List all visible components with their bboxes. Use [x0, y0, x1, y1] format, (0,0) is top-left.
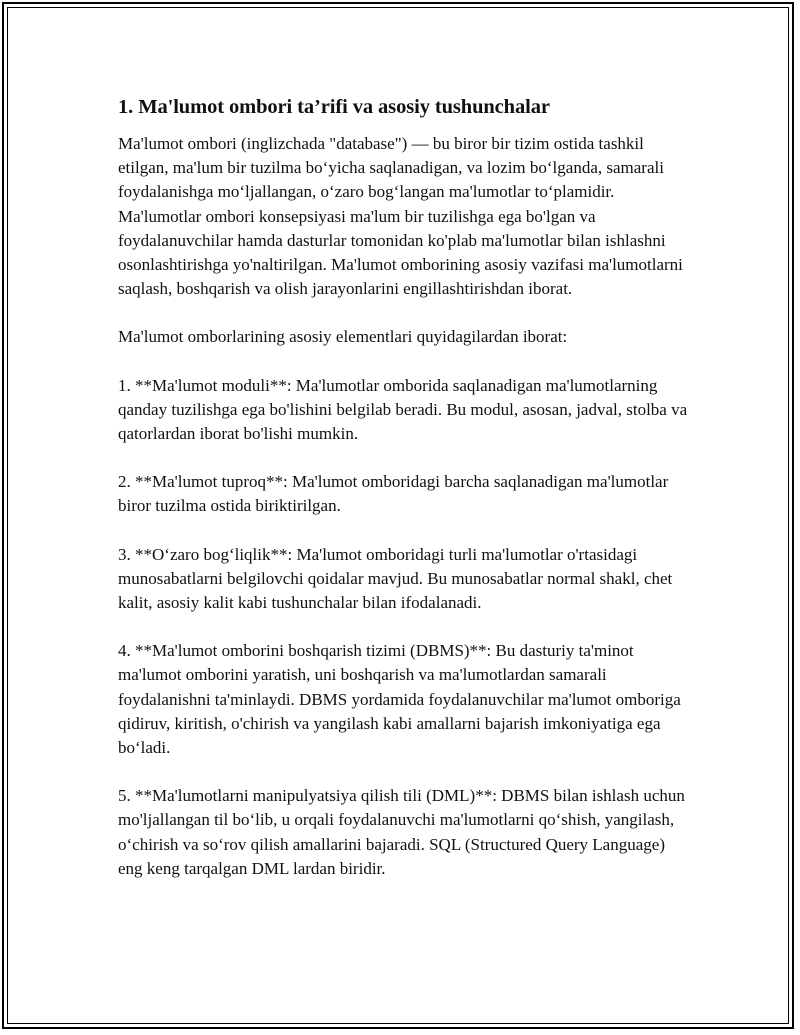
list-item-dbms: 4. **Ma'lumot omborini boshqarish tizimi (DBMS)**: Bu dasturiy ta'minot ma'lumot omborini yaratish, uni boshqarish va ma'lumotlardan samarali foydalanishni ta'minlaydi. DBMS yordamida foydalanuvchilar ma'lumot omboriga qidiruv, kiritish, o'chirish va yangilash kabi amallarni bajarish imkoniyatiga ega bo‘ladi. [118, 641, 681, 758]
paragraph-elements-intro: Ma'lumot omborlarining asosiy elementlari quyidagilardan iborat: [118, 327, 568, 347]
list-item-dml: 5. **Ma'lumotlarni manipulyatsiya qilish tili (DML)**: DBMS bilan ishlash uchun mo'ljallangan til bo‘lib, u orqali foydalanuvchi ma'lumotlarni qo‘shish, yangilash, o‘chirish va so‘rov qilish amallarini bajaradi. SQL (Structured Query Language) eng keng tarqalgan DML lardan biridir. [118, 786, 685, 878]
list-item-data-storage: 2. **Ma'lumot tuproq**: Ma'lumot omboridagi barcha saqlanadigan ma'lumotlar biror tuzilma ostida biriktirilgan. [118, 472, 669, 516]
paragraph-definition: Ma'lumot ombori (inglizchada "database") — bu biror bir tizim ostida tashkil etilgan, ma'lum bir tuzilma bo‘yicha saqlanadigan, va lozim bo‘lganda, samarali foydalanishga mo‘ljallangan, o‘zaro bog‘langan ma'lumotlar to‘plamidir. Ma'lumotlar ombori konsepsiyasi ma'lum bir tuzilishga ega bo'lgan va foydalanuvchilar hamda dasturlar tomonidan ko'plab ma'lumotlar bilan ishlashni osonlashtirishga yo'naltirilgan. Ma'lumot omborining asosiy vazifasi ma'lumotlarni saqlash, boshqarish va olish jarayonlarini engillashtirishdan iborat. [118, 134, 683, 299]
document-body [118, 94, 688, 905]
section-title: 1. Ma'lumot ombori ta’rifi va asosiy tushunchalar [118, 96, 550, 118]
list-item-data-module: 1. **Ma'lumot moduli**: Ma'lumotlar omborida saqlanadigan ma'lumotlarning qanday tuzilishga ega bo'lishini belgilab beradi. Bu modul, asosan, jadval, stolba va qatorlardan iborat bo'lishi mumkin. [118, 375, 688, 444]
list-item-relationships: 3. **O‘zaro bog‘liqlik**: Ma'lumot omboridagi turli ma'lumotlar o'rtasidagi munosabatlarni belgilovchi qoidalar mavjud. Bu munosabatlar normal shakl, chet kalit, asosiy kalit kabi tushunchalar bilan ifodalanadi. [118, 544, 673, 613]
